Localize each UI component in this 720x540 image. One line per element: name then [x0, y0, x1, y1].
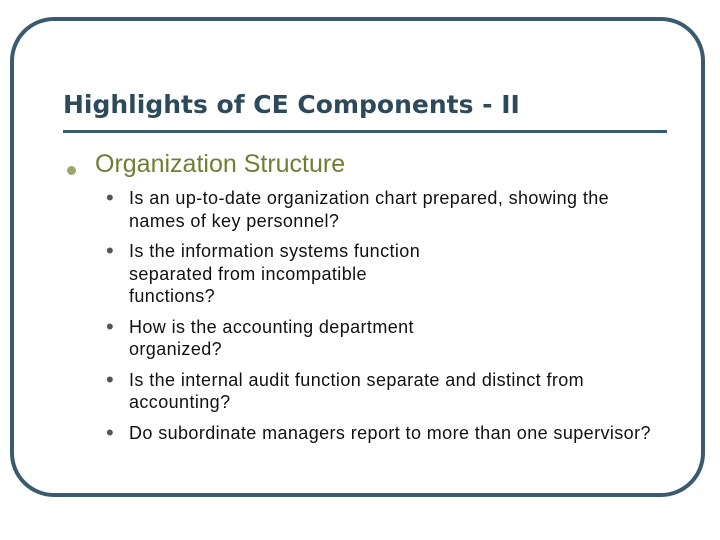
- list-item: [106, 238, 666, 308]
- list-item-text: Is the internal audit function separate and distinct from accounting?: [129, 369, 585, 412]
- question-list: [106, 185, 666, 452]
- slide-title: Highlights of CE Components - II: [63, 90, 520, 119]
- list-item: [106, 185, 666, 232]
- list-item: [106, 313, 666, 361]
- bullet-icon: •: [106, 366, 115, 392]
- bullet-icon: •: [106, 238, 115, 263]
- list-item: [106, 366, 666, 414]
- bullet-icon: •: [106, 185, 115, 210]
- list-item-text: Is the information systems function separated from incompatible functions?: [129, 241, 421, 306]
- list-item-text: How is the accounting department organized?: [129, 316, 414, 359]
- heading-bullet-icon: [67, 166, 76, 175]
- bullet-icon: •: [106, 313, 115, 339]
- title-underline: [63, 130, 667, 133]
- list-item: [106, 419, 666, 445]
- list-item-text: Is an up-to-date organization chart prepared, showing the names of key personnel?: [129, 188, 610, 231]
- bullet-icon: •: [106, 419, 115, 445]
- section-heading: Organization Structure: [95, 150, 346, 178]
- list-item-text: Do subordinate managers report to more than one supervisor?: [129, 422, 651, 443]
